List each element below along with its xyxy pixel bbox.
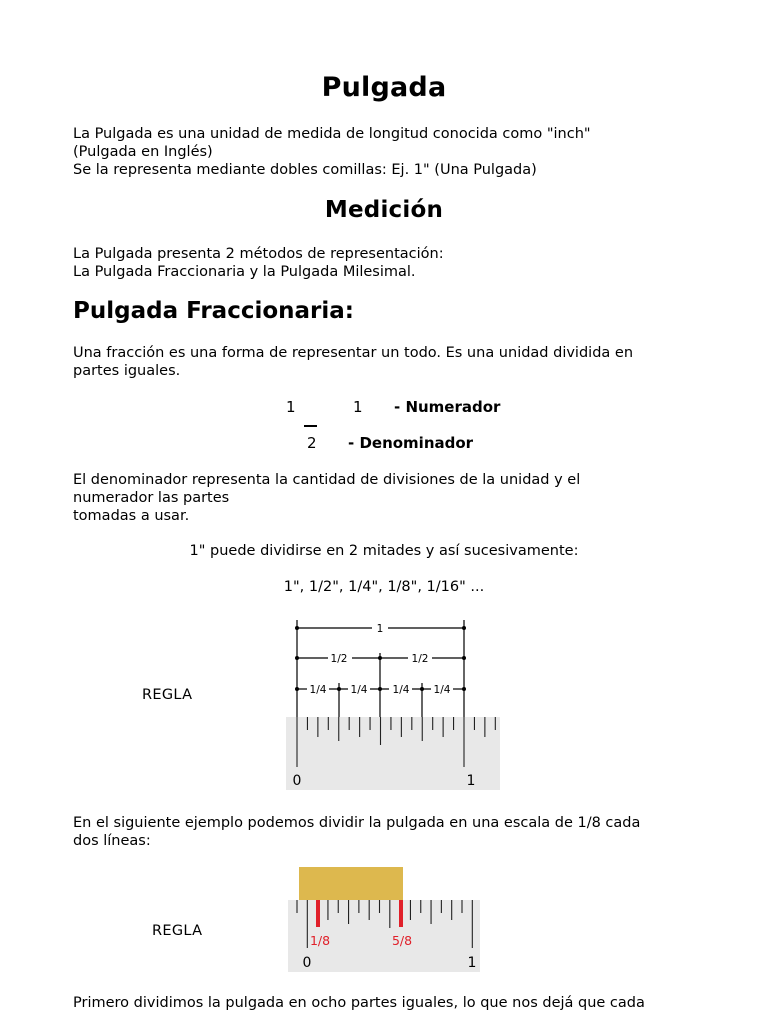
medicion-heading: Medición	[324, 197, 444, 223]
ruler1-dim-quarter-3: 1/4	[392, 684, 410, 696]
ruler2-mark-a-label: 1/8	[309, 933, 331, 948]
ruler2-highlight-block	[299, 867, 403, 900]
fraccionaria-line-1: Una fracción es una forma de representar un todo. Es una unidad dividida en	[73, 345, 634, 361]
intro-line-2: (Pulgada en Inglés)	[73, 144, 213, 160]
ruler1-dim-quarter-2: 1/4	[350, 684, 368, 696]
medicion-line-2: La Pulgada Fraccionaria y la Pulgada Milesimal.	[73, 264, 416, 280]
ruler1-tick-start: 0	[292, 773, 302, 789]
fraction-bar	[304, 425, 317, 427]
ruler1-tick-end: 1	[466, 773, 476, 789]
fraction-numerator: 1	[353, 398, 363, 416]
medicion-line-1: La Pulgada presenta 2 métodos de representación:	[73, 246, 444, 262]
ruler2-diagram	[285, 865, 485, 975]
series-text: 1", 1/2", 1/4", 1/8", 1/16" ...	[283, 579, 485, 595]
intro-paragraph	[73, 125, 713, 179]
denominador-line-1: El denominador representa la cantidad de divisiones de la unidad y el	[73, 472, 581, 488]
fraction-whole: 1	[286, 398, 296, 416]
ruler1-dim-half-left: 1/2	[330, 653, 348, 665]
ruler1-diagram	[280, 615, 510, 795]
denominador-line-3: tomadas a usar.	[73, 508, 190, 524]
fraccionaria-heading: Pulgada Fraccionaria:	[73, 298, 354, 324]
denominator-label: - Denominador	[348, 434, 474, 452]
ruler1-dim-quarter-4: 1/4	[433, 684, 451, 696]
denominador-paragraph	[73, 471, 713, 525]
ruler2-tick-start: 0	[302, 955, 312, 971]
intro-line-3: Se la representa mediante dobles comillas: Ej. 1" (Una Pulgada)	[73, 162, 537, 178]
ruler2-tick-end: 1	[467, 955, 477, 971]
ejemplo-line-1: En el siguiente ejemplo podemos dividir la pulgada en una escala de 1/8 cada	[73, 815, 641, 831]
numerator-label: - Numerador	[394, 398, 501, 416]
ruler2-mark-b-label: 5/8	[391, 933, 413, 948]
closing-paragraph	[73, 994, 768, 1012]
denominador-line-2: numerador las partes	[73, 490, 230, 506]
division-text: 1" puede dividirse en 2 mitades y así sucesivamente:	[189, 543, 579, 559]
ruler1-dim-half-right: 1/2	[411, 653, 429, 665]
ruler1-dim-quarter-1: 1/4	[309, 684, 327, 696]
ejemplo-line-2: dos líneas:	[73, 833, 151, 849]
ejemplo-paragraph	[73, 814, 713, 850]
medicion-paragraph	[73, 245, 713, 281]
closing-line-1: Primero dividimos la pulgada en ocho partes iguales, lo que nos dejá que cada	[73, 995, 645, 1011]
ruler1-dim-whole: 1	[376, 623, 384, 635]
page-title: Pulgada	[321, 72, 447, 103]
fraction-denominator: 2	[307, 434, 317, 452]
ruler1-label: REGLA	[142, 687, 193, 703]
ruler2-label: REGLA	[152, 923, 203, 939]
fraccionaria-paragraph	[73, 344, 713, 380]
fraccionaria-line-2: partes iguales.	[73, 363, 181, 379]
intro-line-1: La Pulgada es una unidad de medida de longitud conocida como "inch"	[73, 126, 591, 142]
